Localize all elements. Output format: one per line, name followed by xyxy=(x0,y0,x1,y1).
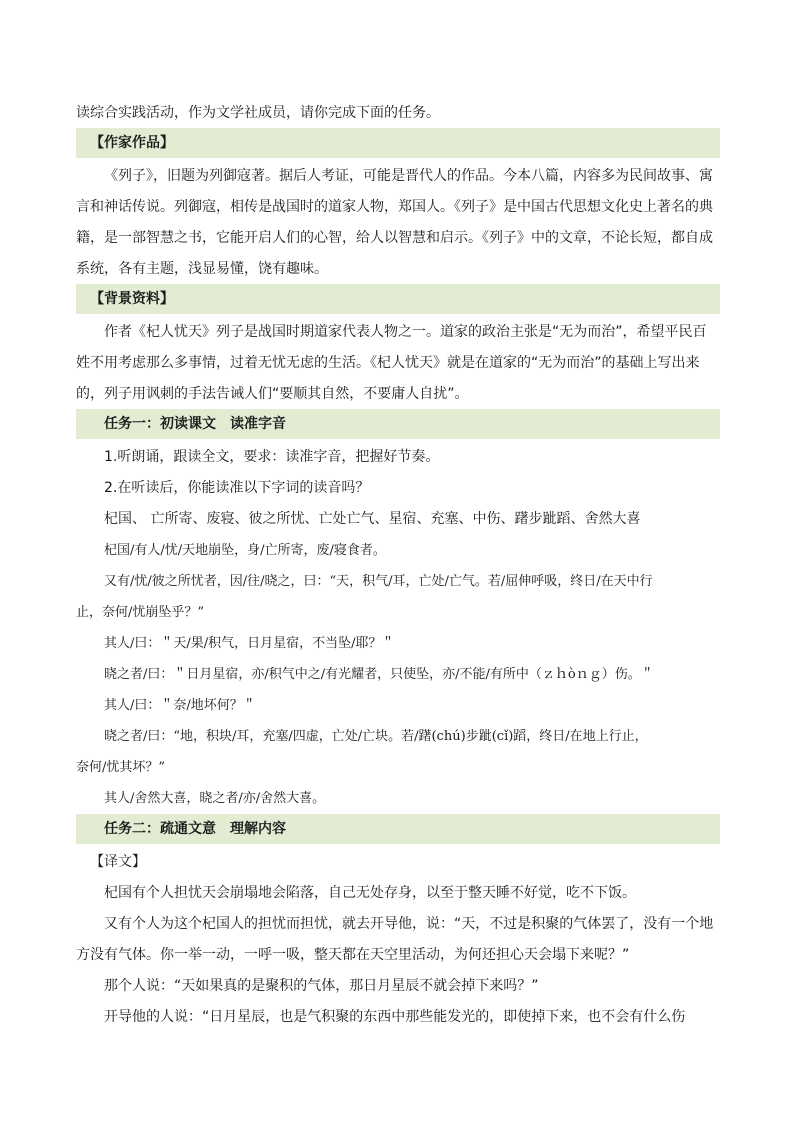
classical-text-line: 其人/曰：＂奈/地坏何？＂ xyxy=(104,698,256,713)
classical-text-line: 晓之者/曰：＂日月星宿，亦/积气中之/有光耀者，只使坠，亦/不能/有所中（ｚｈòｎｇ）伤。＂ xyxy=(104,667,654,682)
translation-line: 方没有气体。你一举一动，一呼一吸，整天都在天空里活动，为何还担心天会塌下来呢？” xyxy=(76,947,630,963)
classical-text-line: 又有/忧/彼之所忧者，因/往/晓之，曰：“天，积气/耳，亡处/亡气。若/屈伸呼吸，终日/在天中行 xyxy=(104,574,653,589)
paragraph-line: 籍，是一部智慧之书，它能开启人们的心智，给人以智慧和启示。《列子》中的文章，不论长短，都自成 xyxy=(76,230,713,246)
classical-text-line: 止，奈何/忧崩坠乎？” xyxy=(76,605,205,620)
classical-text-line: 其人/舍然大喜，晓之者/亦/舍然大喜。 xyxy=(104,791,326,806)
section-heading-author: 【作家作品】 xyxy=(90,135,174,151)
translation-line: 杞国有个人担忧天会崩塌地会陷落，自己无处存身，以至于整天睡不好觉，吃不下饭。 xyxy=(104,885,636,901)
classical-text-line: 杞国/有人/忧/天地崩坠，身/亡所寄，废/寝食者。 xyxy=(104,543,386,558)
paragraph-line: 系统，各有主题，浅显易懂，饶有趣味。 xyxy=(76,261,328,277)
classical-text-line: 其人/曰：＂天/果/积气，日月星宿，不当坠/耶？＂ xyxy=(104,636,395,651)
task-line: 1.听朗诵，跟读全文，要求：读准字音，把握好节奏。 xyxy=(104,449,440,465)
translation-line: 又有个人为这个杞国人的担忧而担忧，就去开导他，说：“天，不过是积聚的气体罢了，没有一个地 xyxy=(104,916,714,932)
section-bar-task2 xyxy=(76,814,720,844)
section-heading-task1: 任务一：初读课文 读准字音 xyxy=(104,416,286,432)
paragraph-line: 姓不用考虑那么多事情，过着无忧无虑的生活。《杞人忧天》就是在道家的“无为而治”的基础上写出来 xyxy=(76,355,700,371)
task-line: 杞国、 亡所寄、废寝、彼之所忧、亡处亡气、星宿、充塞、中伤、躇步跐蹈、舍然大喜 xyxy=(104,511,641,527)
section-bar-task1 xyxy=(76,409,720,439)
task-line: 2.在听读后，你能读准以下字词的读音吗？ xyxy=(104,480,370,496)
section-bar-background xyxy=(76,284,720,314)
translation-line: 那个人说：“天如果真的是聚积的气体，那日月星辰不就会掉下来吗？” xyxy=(104,978,539,994)
translation-heading: 【译文】 xyxy=(90,854,146,870)
section-heading-background: 【背景资料】 xyxy=(90,291,174,307)
paragraph-line: 《列子》，旧题为列御寇著。据后人考证，可能是晋代人的作品。今本八篇，内容多为民间故事、寓 xyxy=(104,168,713,184)
classical-text-line: 奈何/忧其坏？” xyxy=(76,760,166,775)
paragraph-line: 的，列子用讽刺的手法告诫人们“要顺其自然，不要庸人自扰”。 xyxy=(76,386,469,402)
classical-text-line: 晓之者/曰：“地，积块/耳，充塞/四虚，亡处/亡块。若/躇(chú)步跐(cǐ)蹈，终日/在地上行止， xyxy=(104,729,648,744)
section-bar-author xyxy=(76,128,720,158)
paragraph-line: 作者《杞人忧天》列子是战国时期道家代表人物之一。道家的政治主张是“无为而治”，希望平民百 xyxy=(104,324,707,340)
intro-line: 读综合实践活动，作为文学社成员，请你完成下面的任务。 xyxy=(76,105,440,121)
section-heading-task2: 任务二：疏通文意 理解内容 xyxy=(104,821,286,837)
translation-line: 开导他的人说：“日月星辰，也是气积聚的东西中那些能发光的，即使掉下来，也不会有什么伤 xyxy=(104,1009,686,1025)
paragraph-line: 言和神话传说。列御寇，相传是战国时的道家人物，郑国人。《列子》是中国古代思想文化史上著名的典 xyxy=(76,199,713,215)
